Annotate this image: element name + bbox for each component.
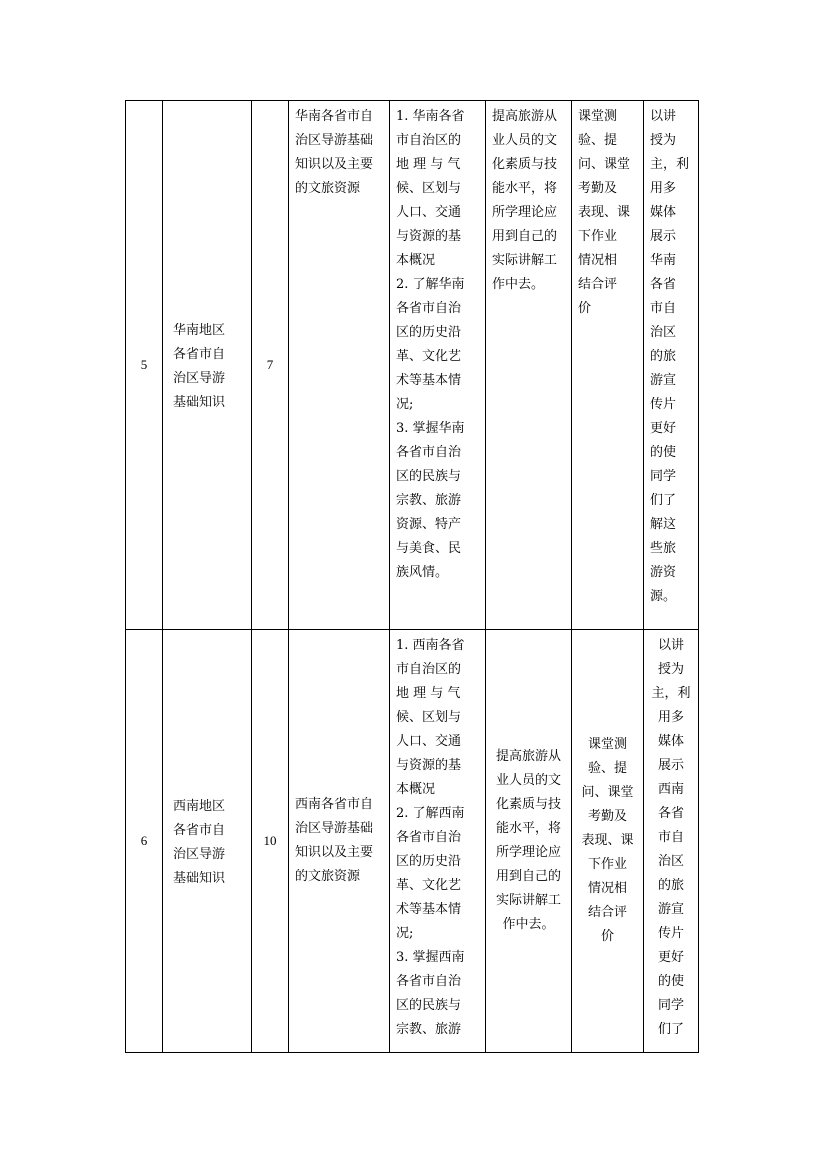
assessment-cell (572, 630, 644, 1053)
method-cell (644, 101, 699, 630)
course-schedule-table (125, 100, 699, 1053)
assessment-text: 课堂测 验、提 问、课堂 考勤及 表现、课 下作业 情况相 结合评 价 (581, 737, 634, 944)
goal-cell (486, 101, 572, 630)
goal-text: 提高旅游从 业人员的文 化素质与技 能水平，将 所学理论应 用到自己的 实际讲解工 作中去。 (495, 749, 561, 932)
assessment-cell (572, 101, 644, 630)
assessment-text: 课堂测 验、提 问、课堂 考勤及 表现、课 下作业 情况相 结合评 价 (578, 109, 631, 316)
unit-cell (163, 101, 252, 630)
content-cell (390, 630, 486, 1053)
goal-cell (486, 630, 572, 1053)
row-index: 6 (126, 630, 163, 1053)
content-text: 1. 华南各省 市自治区的 地 理 与 气 候、区划与 人口、交通 与资源的基 本概况 2. 了解华南 各省市自治 区的历史沿 革、文化艺 术等基本情 况; 3. 掌握华南 各省市自治 区的民族与 宗教、旅游 资源、特产 与美食、民 族风情。 (396, 109, 465, 580)
table-row (126, 101, 699, 630)
hours-cell: 7 (252, 101, 289, 630)
method-text: 以讲 授为 主，利 用多 媒体 展示 西南 各省 市自 治区 的旅 游宣 传片 更好 的使 同学 们了 (651, 638, 691, 1037)
topic-cell (289, 101, 390, 630)
table-row (126, 630, 699, 1053)
content-cell (390, 101, 486, 630)
hours-cell: 10 (252, 630, 289, 1053)
topic-text: 西南各省市自 治区导游基础 知识以及主要 的文旅资源 (295, 797, 374, 884)
unit-title: 华南地区 各省市自 治区导游 基础知识 (173, 323, 226, 410)
unit-cell (163, 630, 252, 1053)
content-text: 1. 西南各省 市自治区的 地 理 与 气 候、区划与 人口、交通 与资源的基 本概况 2. 了解西南 各省市自治 区的历史沿 革、文化艺 术等基本情 况; 3. 掌握西南 各省市自治 区的民族与 宗教、旅游 (396, 638, 465, 1037)
topic-text: 华南各省市自 治区导游基础 知识以及主要 的文旅资源 (295, 109, 374, 196)
row-index: 5 (126, 101, 163, 630)
topic-cell (289, 630, 390, 1053)
method-cell (644, 630, 699, 1053)
goal-text: 提高旅游从 业人员的文 化素质与技 能水平，将 所学理论应 用到自己的 实际讲解工 作中去。 (492, 109, 558, 292)
unit-title: 西南地区 各省市自 治区导游 基础知识 (173, 799, 226, 886)
method-text: 以讲 授为 主，利 用多 媒体 展示 华南 各省 市自 治区 的旅 游宣 传片 更好 的使 同学 们了 解这 些旅 游资 源。 (650, 109, 690, 604)
